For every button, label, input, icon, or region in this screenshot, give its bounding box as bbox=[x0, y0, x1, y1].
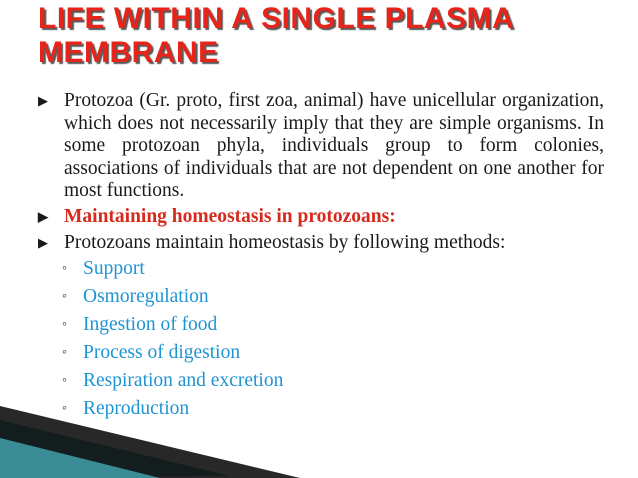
circle-bullet-icon: ◦ bbox=[62, 317, 67, 333]
bullet-text: Protozoa (Gr. proto, first zoa, animal) have unicellular organization, which does not necessarily imply that they are simple organisms. In some protozoan phyla, individuals group to form colonies, associations of individuals that are not dependent on one another for most functions. bbox=[64, 90, 604, 202]
method-label: Osmoregulation bbox=[83, 286, 209, 308]
circle-bullet-icon: ◦ bbox=[62, 401, 67, 417]
triangle-bullet-icon: ▶ bbox=[38, 93, 48, 108]
circle-bullet-icon: ◦ bbox=[62, 373, 67, 389]
bullet-homeostasis-methods bbox=[38, 232, 604, 255]
slide-content bbox=[38, 90, 604, 423]
bullet-text: Protozoans maintain homeostasis by following methods: bbox=[64, 231, 506, 253]
triangle-bullet-icon: ▶ bbox=[38, 234, 48, 250]
triangle-bullet-icon: ▶ bbox=[38, 208, 48, 224]
bullet-homeostasis-heading bbox=[38, 206, 604, 229]
circle-bullet-icon: ◦ bbox=[62, 345, 67, 361]
method-item bbox=[38, 255, 604, 283]
method-label: Reproduction bbox=[83, 398, 190, 420]
corner-decoration bbox=[0, 398, 300, 478]
method-item bbox=[38, 283, 604, 311]
method-label: Support bbox=[83, 258, 145, 280]
circle-bullet-icon: ◦ bbox=[62, 261, 67, 277]
method-label: Ingestion of food bbox=[83, 314, 218, 336]
circle-bullet-icon: ◦ bbox=[62, 289, 67, 305]
bullet-protozoa-definition bbox=[38, 90, 604, 203]
method-item bbox=[38, 367, 604, 395]
method-label: Process of digestion bbox=[83, 342, 241, 364]
bullet-text: Maintaining homeostasis in protozoans: bbox=[64, 205, 396, 227]
method-item bbox=[38, 339, 604, 367]
slide-title: LIFE WITHIN A SINGLE PLASMA MEMBRANE bbox=[38, 2, 514, 69]
method-item bbox=[38, 311, 604, 339]
method-label: Respiration and excretion bbox=[83, 370, 284, 392]
